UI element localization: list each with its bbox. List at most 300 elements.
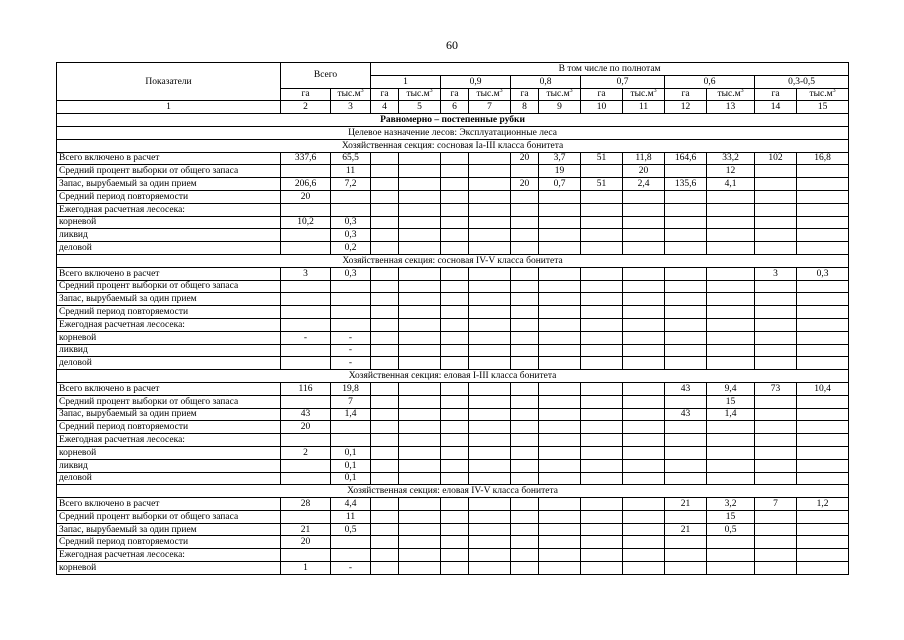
unit-m3-superscript: 3	[653, 88, 657, 95]
table-cell	[399, 344, 441, 357]
table-cell	[665, 357, 707, 370]
table-cell	[755, 395, 797, 408]
table-cell	[623, 267, 665, 280]
table-cell	[755, 421, 797, 434]
column-number: 11	[623, 101, 665, 114]
table-cell	[399, 242, 441, 255]
table-cell	[665, 536, 707, 549]
table-cell	[623, 523, 665, 536]
table-row	[57, 242, 849, 255]
table-cell	[281, 549, 331, 562]
table-cell	[399, 165, 441, 178]
table-cell	[665, 446, 707, 459]
table-cell	[469, 242, 511, 255]
unit-m3-text: тыс.м	[337, 89, 361, 100]
table-cell	[399, 267, 441, 280]
table-cell	[797, 562, 849, 575]
table-cell	[707, 242, 755, 255]
section-heading: Хозяйственная секция: еловая I-III класса бонитета	[57, 370, 849, 383]
table-cell	[707, 190, 755, 203]
table-cell	[707, 549, 755, 562]
table-cell	[281, 165, 331, 178]
table-cell	[539, 242, 581, 255]
table-cell	[441, 229, 469, 242]
table-cell	[797, 510, 849, 523]
table-cell: -	[331, 562, 371, 575]
table-cell	[707, 357, 755, 370]
table-cell	[665, 293, 707, 306]
table-cell: 20	[281, 536, 331, 549]
table-cell: 0,3	[331, 229, 371, 242]
unit-m3-superscript: 3	[360, 88, 364, 95]
table-cell: 0,1	[331, 472, 371, 485]
table-cell	[755, 178, 797, 191]
table-cell	[623, 280, 665, 293]
table-cell	[755, 190, 797, 203]
table-cell	[441, 165, 469, 178]
table-cell	[707, 229, 755, 242]
table-cell: 19,8	[331, 382, 371, 395]
table-cell	[511, 344, 539, 357]
row-label: деловой	[57, 472, 281, 485]
table-cell	[755, 203, 797, 216]
table-cell	[581, 536, 623, 549]
row-label: Ежегодная расчетная лесосека:	[57, 203, 281, 216]
table-cell	[623, 434, 665, 447]
table-cell: -	[281, 331, 331, 344]
table-cell	[511, 523, 539, 536]
table-cell	[399, 434, 441, 447]
table-cell	[441, 331, 469, 344]
table-cell	[399, 306, 441, 319]
column-number: 3	[331, 101, 371, 114]
table-cell	[281, 510, 331, 523]
header-density: 0,7	[581, 75, 665, 88]
table-cell	[371, 523, 399, 536]
table-cell	[707, 203, 755, 216]
table-cell	[797, 165, 849, 178]
table-cell	[399, 318, 441, 331]
table-cell	[511, 549, 539, 562]
table-cell	[371, 549, 399, 562]
table-cell	[665, 459, 707, 472]
row-label: Средний процент выборки от общего запаса	[57, 395, 281, 408]
table-row	[57, 152, 849, 165]
table-cell: 51	[581, 178, 623, 191]
table-cell: 43	[665, 408, 707, 421]
table-cell	[539, 536, 581, 549]
table-cell	[797, 203, 849, 216]
unit-ha: га	[755, 88, 797, 101]
table-cell	[623, 293, 665, 306]
row-label: Ежегодная расчетная лесосека:	[57, 434, 281, 447]
table-cell	[441, 190, 469, 203]
table-row	[57, 408, 849, 421]
unit-m3-superscript: 3	[429, 88, 433, 95]
table-cell	[469, 446, 511, 459]
table-cell	[707, 344, 755, 357]
cutting-table	[56, 62, 849, 575]
table-cell: 21	[281, 523, 331, 536]
section-heading: Хозяйственная секция: еловая IV-V класса бонитета	[57, 485, 849, 498]
row-label: Запас, вырубаемый за один прием	[57, 408, 281, 421]
table-cell	[441, 549, 469, 562]
table-cell: 12	[707, 165, 755, 178]
table-cell	[755, 472, 797, 485]
table-cell	[441, 523, 469, 536]
table-cell	[755, 306, 797, 319]
title-row	[57, 114, 849, 127]
table-cell	[399, 331, 441, 344]
table-cell: 11,8	[623, 152, 665, 165]
table-cell: 7,2	[331, 178, 371, 191]
table-cell	[399, 178, 441, 191]
row-label: деловой	[57, 357, 281, 370]
table-cell	[665, 216, 707, 229]
table-cell	[399, 536, 441, 549]
table-cell	[707, 280, 755, 293]
table-cell	[511, 267, 539, 280]
table-cell	[331, 434, 371, 447]
unit-m3	[623, 88, 665, 101]
table-cell	[469, 510, 511, 523]
table-cell	[623, 306, 665, 319]
table-cell	[469, 382, 511, 395]
table-cell	[469, 165, 511, 178]
table-row	[57, 216, 849, 229]
table-cell	[581, 459, 623, 472]
table-cell	[399, 459, 441, 472]
table-cell	[797, 293, 849, 306]
table-cell	[755, 242, 797, 255]
table-cell	[399, 293, 441, 306]
table-cell	[469, 549, 511, 562]
table-cell	[281, 242, 331, 255]
table-cell	[399, 280, 441, 293]
table-cell	[399, 472, 441, 485]
table-row	[57, 562, 849, 575]
table-cell	[707, 562, 755, 575]
table-cell	[539, 408, 581, 421]
table-cell	[665, 472, 707, 485]
row-label: Всего включено в расчет	[57, 267, 281, 280]
table-cell	[581, 421, 623, 434]
table-cell	[469, 267, 511, 280]
table-cell	[469, 280, 511, 293]
column-number: 5	[399, 101, 441, 114]
table-cell: 7	[755, 498, 797, 511]
table-cell	[469, 562, 511, 575]
table-cell	[371, 498, 399, 511]
table-cell	[399, 510, 441, 523]
table-cell	[539, 459, 581, 472]
table-cell	[707, 421, 755, 434]
table-cell	[539, 421, 581, 434]
table-cell: 20	[511, 152, 539, 165]
table-cell	[441, 267, 469, 280]
table-cell	[707, 459, 755, 472]
table-cell	[539, 498, 581, 511]
table-cell: 0,3	[331, 267, 371, 280]
table-cell	[371, 190, 399, 203]
table-cell	[469, 459, 511, 472]
table-cell	[469, 216, 511, 229]
table-cell	[797, 280, 849, 293]
row-label: Средний процент выборки от общего запаса	[57, 165, 281, 178]
table-cell: 51	[581, 152, 623, 165]
table-cell: 9,4	[707, 382, 755, 395]
unit-ha: га	[441, 88, 469, 101]
table-cell	[539, 523, 581, 536]
table-cell	[331, 318, 371, 331]
table-cell	[665, 203, 707, 216]
table-cell	[539, 203, 581, 216]
table-cell: 2,4	[623, 178, 665, 191]
table-cell	[281, 434, 331, 447]
unit-m3-text: тыс.м	[476, 89, 500, 100]
table-cell	[371, 395, 399, 408]
table-cell	[755, 229, 797, 242]
table-cell	[511, 382, 539, 395]
table-cell	[441, 536, 469, 549]
table-cell	[511, 536, 539, 549]
table-cell	[581, 203, 623, 216]
table-cell: 135,6	[665, 178, 707, 191]
table-cell: 206,6	[281, 178, 331, 191]
row-label: Средний период повторяемости	[57, 421, 281, 434]
unit-m3	[331, 88, 371, 101]
section-heading: Целевое назначение лесов: Эксплуатационные леса	[57, 126, 849, 139]
table-cell: 164,6	[665, 152, 707, 165]
column-number: 7	[469, 101, 511, 114]
section-row	[57, 126, 849, 139]
table-cell	[399, 152, 441, 165]
header-density: 0,8	[511, 75, 581, 88]
column-number: 6	[441, 101, 469, 114]
row-label: деловой	[57, 242, 281, 255]
table-cell	[539, 344, 581, 357]
table-cell	[581, 382, 623, 395]
table-cell	[539, 293, 581, 306]
table-cell	[539, 318, 581, 331]
table-cell	[281, 306, 331, 319]
table-cell	[469, 421, 511, 434]
row-label: корневой	[57, 446, 281, 459]
table-cell	[797, 472, 849, 485]
column-number: 4	[371, 101, 399, 114]
table-cell	[371, 331, 399, 344]
table-cell	[797, 549, 849, 562]
table-cell	[511, 446, 539, 459]
table-row	[57, 190, 849, 203]
unit-m3	[707, 88, 755, 101]
table-cell	[797, 178, 849, 191]
table-cell	[441, 152, 469, 165]
table-cell	[797, 446, 849, 459]
table-cell: 3,2	[707, 498, 755, 511]
table-cell	[755, 408, 797, 421]
table-cell	[581, 306, 623, 319]
table-cell	[581, 318, 623, 331]
table-cell	[399, 523, 441, 536]
table-cell	[623, 395, 665, 408]
table-cell	[665, 318, 707, 331]
table-cell	[469, 318, 511, 331]
table-cell	[797, 344, 849, 357]
table-cell: 28	[281, 498, 331, 511]
table-cell	[371, 165, 399, 178]
table-cell: 0,5	[331, 523, 371, 536]
table-cell	[755, 216, 797, 229]
row-label: Ежегодная расчетная лесосека:	[57, 549, 281, 562]
table-cell	[623, 421, 665, 434]
table-cell: -	[331, 357, 371, 370]
table-cell	[665, 562, 707, 575]
table-cell: 102	[755, 152, 797, 165]
table-cell	[539, 229, 581, 242]
table-cell	[755, 562, 797, 575]
table-cell: 20	[281, 421, 331, 434]
table-cell	[371, 242, 399, 255]
table-row	[57, 536, 849, 549]
page-number: 60	[446, 38, 458, 52]
table-cell	[665, 229, 707, 242]
column-number: 1	[57, 101, 281, 114]
table-cell	[623, 536, 665, 549]
table-cell	[755, 549, 797, 562]
table-cell	[623, 510, 665, 523]
table-cell	[441, 344, 469, 357]
table-cell	[581, 434, 623, 447]
table-cell	[399, 203, 441, 216]
column-number: 10	[581, 101, 623, 114]
table-cell	[371, 152, 399, 165]
table-cell	[623, 357, 665, 370]
column-number: 2	[281, 101, 331, 114]
table-cell	[399, 498, 441, 511]
table-cell	[665, 421, 707, 434]
table-row	[57, 459, 849, 472]
unit-m3	[399, 88, 441, 101]
table-cell: 3	[755, 267, 797, 280]
unit-ha: га	[665, 88, 707, 101]
table-cell	[539, 382, 581, 395]
table-cell	[281, 293, 331, 306]
table-cell: 11	[331, 165, 371, 178]
table-cell	[797, 357, 849, 370]
table-cell	[797, 331, 849, 344]
table-cell	[623, 562, 665, 575]
table-cell: 0,1	[331, 446, 371, 459]
row-label: Всего включено в расчет	[57, 382, 281, 395]
table-cell	[623, 331, 665, 344]
table-cell	[441, 242, 469, 255]
table-cell	[623, 549, 665, 562]
table-row	[57, 306, 849, 319]
table-cell	[371, 293, 399, 306]
table-cell	[331, 549, 371, 562]
header-total: Всего	[281, 63, 371, 89]
unit-ha: га	[581, 88, 623, 101]
table-cell	[399, 357, 441, 370]
table-cell: 20	[511, 178, 539, 191]
table-cell	[623, 318, 665, 331]
row-label: ликвид	[57, 229, 281, 242]
table-cell: 11	[331, 510, 371, 523]
table-row	[57, 318, 849, 331]
table-cell	[371, 280, 399, 293]
table-cell	[399, 382, 441, 395]
table-cell	[665, 280, 707, 293]
table-cell	[469, 536, 511, 549]
unit-m3	[469, 88, 511, 101]
table-cell	[371, 216, 399, 229]
unit-m3-text: тыс.м	[406, 89, 430, 100]
table-cell	[399, 408, 441, 421]
table-row	[57, 229, 849, 242]
table-cell	[511, 459, 539, 472]
table-cell	[371, 382, 399, 395]
table-cell	[511, 331, 539, 344]
table-cell	[399, 190, 441, 203]
table-cell	[331, 280, 371, 293]
row-label: корневой	[57, 216, 281, 229]
table-cell	[539, 472, 581, 485]
table-cell	[511, 318, 539, 331]
table-cell	[331, 203, 371, 216]
table-cell	[441, 318, 469, 331]
table-cell: 2	[281, 446, 331, 459]
table-cell	[281, 344, 331, 357]
table-cell	[797, 242, 849, 255]
table-cell	[797, 421, 849, 434]
row-label: корневой	[57, 331, 281, 344]
table-cell	[623, 472, 665, 485]
table-cell	[581, 395, 623, 408]
table-cell	[371, 203, 399, 216]
table-cell	[581, 498, 623, 511]
header-density: 0,6	[665, 75, 755, 88]
table-cell	[665, 306, 707, 319]
table-cell: 1,2	[797, 498, 849, 511]
table-row	[57, 280, 849, 293]
table-cell	[755, 510, 797, 523]
table-cell: 10,2	[281, 216, 331, 229]
table-cell	[441, 498, 469, 511]
table-cell	[539, 562, 581, 575]
table-cell	[581, 549, 623, 562]
table-cell	[441, 280, 469, 293]
table-cell: 10,4	[797, 382, 849, 395]
table-cell	[399, 446, 441, 459]
table-cell: 0,3	[331, 216, 371, 229]
table-cell	[581, 190, 623, 203]
unit-ha: га	[281, 88, 331, 101]
table-cell	[755, 446, 797, 459]
row-label: Средний процент выборки от общего запаса	[57, 280, 281, 293]
table-cell	[281, 395, 331, 408]
unit-m3-text: тыс.м	[717, 89, 741, 100]
table-cell	[371, 344, 399, 357]
table-cell	[707, 216, 755, 229]
unit-m3-superscript: 3	[499, 88, 503, 95]
table-cell	[371, 229, 399, 242]
table-cell	[539, 306, 581, 319]
table-cell: 0,3	[797, 267, 849, 280]
table-cell	[707, 293, 755, 306]
table-cell: 0,1	[331, 459, 371, 472]
table-row	[57, 331, 849, 344]
